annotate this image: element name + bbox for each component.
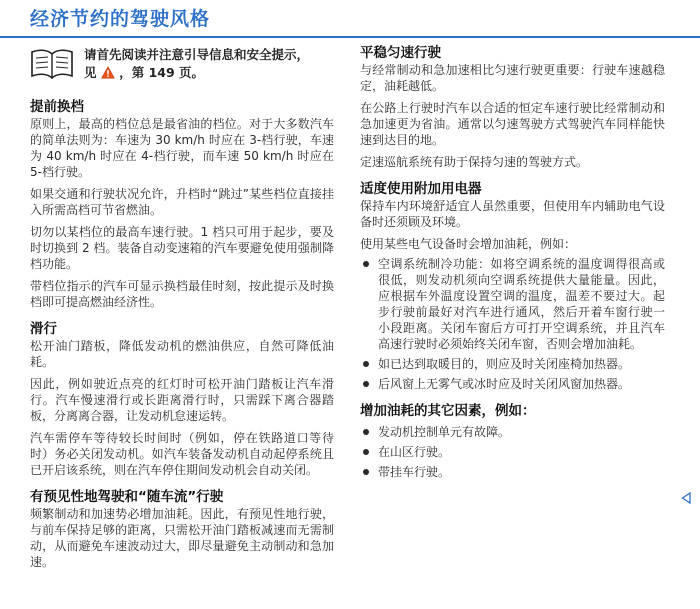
- list-item-text: 在山区行驶。: [378, 445, 451, 459]
- paragraph: 在公路上行驶时汽车以合适的恒定车速行驶比经常制动和急加速更为省油。通常以匀速驾驶方式驾驶汽车同样能快速到达目的地。: [360, 101, 665, 147]
- bullet-dot: [363, 429, 369, 435]
- paragraph: 切勿以某档位的最高车速行驶。1 档只可用于起步，要及时切换到 2 档。装备自动变速箱的汽车要避免使用强制降档功能。: [30, 225, 334, 271]
- bullet-dot: [363, 261, 369, 267]
- left-column: [30, 44, 334, 576]
- paragraph: 保持车内环境舒适宜人虽然重要，但使用车内辅助电气设备时还须顾及环境。: [360, 199, 665, 229]
- section-heading: 滑行: [30, 321, 57, 337]
- paragraph: 频繁制动和加速势必增加油耗。因此，有预见性地行驶，与前车保持足够的距离，只需松开油门踏板减速而无需制动，从而避免车速波动过大，即尽量避免主动制动和急加速。: [30, 507, 334, 569]
- notice-line-2: [84, 64, 309, 82]
- paragraph: 因此，例如驶近点亮的红灯时可松开油门踏板让汽车滑行。汽车慢速滑行或长距离滑行时，只需踩下离合器踏板，分离离合器，让发动机怠速运转。: [30, 377, 334, 423]
- list-item-text: 带挂车行驶。: [378, 465, 451, 479]
- paragraph: 与经常制动和急加速相比匀速行驶更重要：行驶车速越稳定，油耗越低。: [360, 63, 665, 93]
- section-electrical-consumers: [360, 180, 665, 392]
- paragraph: 使用某些电气设备时会增加油耗，例如：: [360, 237, 577, 251]
- bullet-dot: [363, 361, 369, 367]
- list-item-text: 空调系统制冷功能：如将空调系统的温度调得很高或很低，则发动机须向空调系统提供大量能量。因此，应根据车外温度设置空调的温度，温差不要过大。起步行驶前最好对汽车进行通风，然后开着车窗行驶一小段距离。关闭车窗后方可打开空调系统，并且汽车高速行驶时必须始终关闭车窗，否则会增加油耗。: [378, 257, 665, 351]
- notice-line-2-prefix: 见: [84, 65, 97, 80]
- warning-triangle-icon: [101, 66, 115, 79]
- list-item-text: 发动机控制单元有故障。: [378, 425, 511, 439]
- section-early-shifting: [30, 98, 334, 310]
- page-title: 经济节约的驾驶风格: [30, 8, 211, 30]
- bullet-list: [360, 256, 665, 392]
- bullet-dot: [363, 469, 369, 475]
- paragraph: 汽车需停车等待较长时间时（例如，停在铁路道口等待时）务必关闭发动机。如汽车装备发动机自动起停系统且已开启该系统，则在汽车停住期间发动机会自动关闭。: [30, 431, 334, 477]
- notice-text: [84, 46, 309, 82]
- section-heading: 有预见性地驾驶和“随车流”行驶: [30, 489, 224, 505]
- section-coasting: [30, 320, 334, 478]
- paragraph: 原则上，最高的档位总是最省油的档位。对于大多数汽车的简单法则为：车速为 30 km/h 时应在 3-档行驶，车速为 40 km/h 时应在 4-档行驶，而车速 50 km/h 时应在 5-档行驶。: [30, 117, 334, 179]
- list-item-text: 如已达到取暖目的，则应及时关闭座椅加热器。: [378, 357, 631, 371]
- notice-line-2-suffix: ，第 149 页。: [119, 65, 205, 80]
- open-book-icon: [30, 48, 74, 80]
- paragraph: 定速巡航系统有助于保持匀速的驾驶方式。: [360, 155, 589, 169]
- list-item: [360, 424, 665, 440]
- bullet-dot: [363, 449, 369, 455]
- paragraph: 带档位指示的汽车可显示换档最佳时刻，按此提示及时换档即可提高燃油经济性。: [30, 279, 334, 309]
- list-item: [360, 356, 665, 372]
- section-other-factors: [360, 402, 665, 480]
- section-heading: 平稳匀速行驶: [360, 45, 441, 61]
- list-item-text: 后风窗上无雾气或冰时应及时关闭风窗加热器。: [378, 377, 631, 391]
- list-item: [360, 376, 665, 392]
- section-anticipatory-driving: [30, 488, 334, 570]
- bullet-dot: [363, 381, 369, 387]
- right-column: [360, 44, 665, 486]
- paragraph: 松开油门踏板，降低发动机的燃油供应，自然可降低油耗。: [30, 339, 334, 369]
- section-heading: 适度使用附加用电器: [360, 181, 482, 197]
- section-heading: 增加油耗的其它因素，例如：: [360, 403, 536, 419]
- title-bar: [0, 0, 700, 38]
- section-heading: 提前换档: [30, 99, 84, 115]
- list-item: [360, 444, 665, 460]
- paragraph: 如果交通和行驶状况允许，升档时“跳过”某些档位直接挂入所需高档可节省燃油。: [30, 187, 334, 217]
- safety-notice: [30, 46, 334, 82]
- section-steady-speed: [360, 44, 665, 170]
- back-arrow-icon[interactable]: [681, 492, 691, 504]
- list-item: [360, 464, 665, 480]
- notice-line-1: 请首先阅读并注意引导信息和安全提示，: [84, 47, 310, 62]
- bullet-list: [360, 424, 665, 480]
- list-item: [360, 256, 665, 352]
